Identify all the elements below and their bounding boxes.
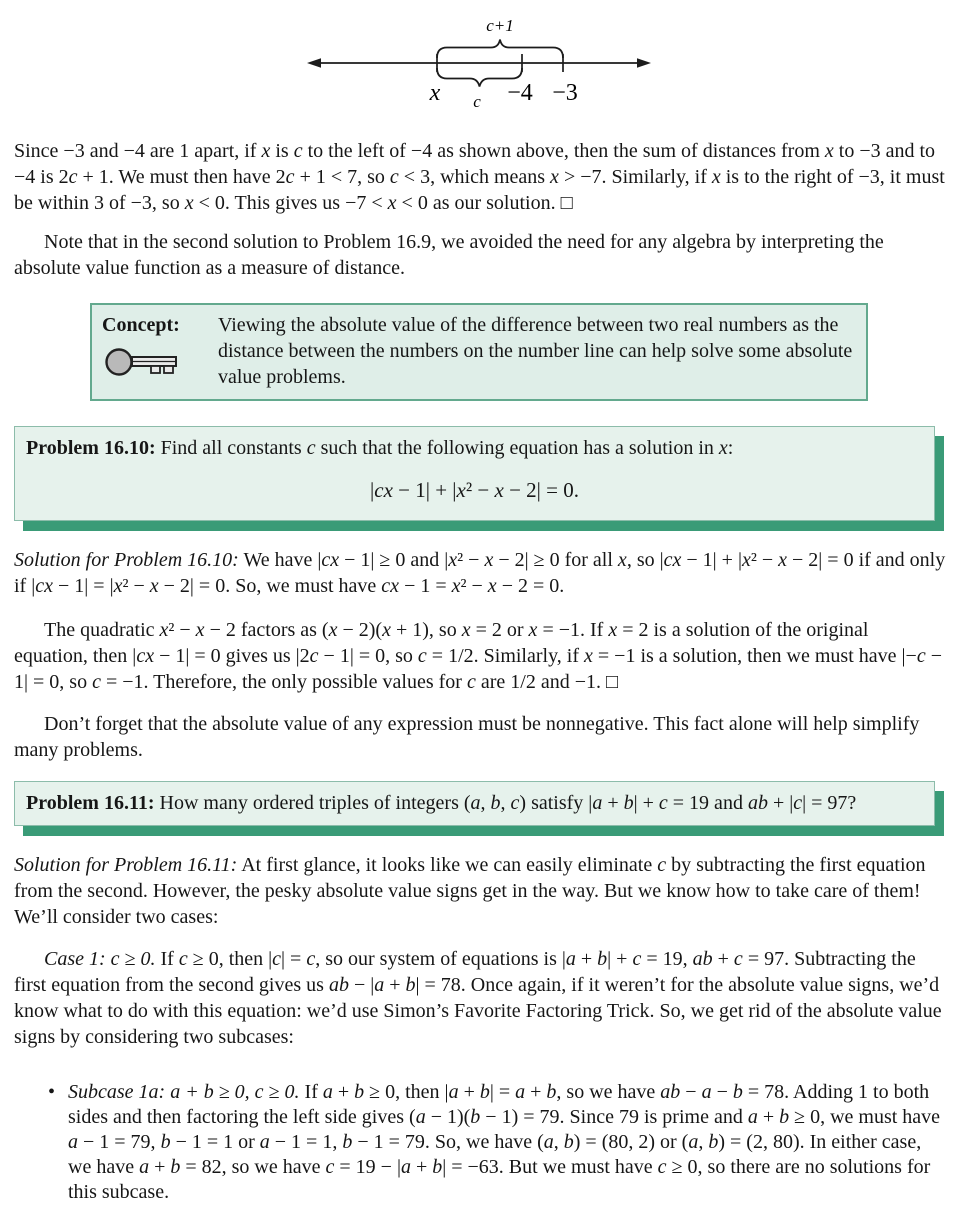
label-c-plus-1: c+1: [486, 16, 514, 35]
paragraph-solution-16-10-1: Solution for Problem 16.10: We have |cx − 1| ≥ 0 and |x² − x − 2| ≥ 0 for all x, so |cx − 1| + |x² − x − 2| = 0 if and only if |cx − 1| = |x² − x − 2| = 0. So, we must have cx − 1 = x² − x − 2 = 0.: [14, 549, 946, 597]
concept-box: [90, 303, 868, 401]
label-minus3: −3: [552, 80, 578, 106]
key-icon: [104, 343, 180, 381]
problem-box-16-10: [14, 426, 935, 521]
problem-16-11-label: Problem 16.11:: [26, 792, 155, 814]
number-line-figure: [14, 6, 946, 112]
paragraph-solution-16-11-1: Solution for Problem 16.11: At first glance, it looks like we can easily eliminate c by subtracting the first equation from the second. However, the pesky absolute value signs get in the way. But we know how to take care of them! We’ll consider two cases:: [14, 854, 926, 928]
concept-text: Viewing the absolute value of the difference between two real numbers as the distance between the numbers on the number line can help solve some absolute value problems.: [218, 314, 853, 388]
label-c: c: [473, 92, 481, 111]
problem-box-16-11: [14, 781, 935, 826]
paragraph-case-1: Case 1: c ≥ 0. If c ≥ 0, then |c| = c, so our system of equations is |a + b| + c = 19, ab + c = 97. Subtracting the first equation from the second gives us ab − |a + b| = 78. Once again, if it weren’t for the absolute value signs, we’d know what to do with this equation: we’d use Simon’s Favorite Factoring Trick. So, we get rid of the absolute value signs by considering two subcases:: [14, 948, 942, 1048]
paragraph-dont-forget: Don’t forget that the absolute value of any expression must be nonnegative. This fact alone will help simplify many problems.: [14, 713, 920, 761]
number-line-diagram: [14, 6, 946, 112]
concept-side: [102, 312, 210, 388]
right-arrow-icon: [637, 58, 651, 68]
left-arrow-icon: [307, 58, 321, 68]
paragraph-solution-16-10-2: The quadratic x² − x − 2 factors as (x − 2)(x + 1), so x = 2 or x = −1. If x = 2 is a solution of the original equation, then |cx − 1| = 0 gives us |2c − 1| = 0, so c = 1/2. Similarly, if x = −1 is a solution, then we must have |−c − 1| = 0, so c = −1. Therefore, the only possible values for c are 1/2 and −1. □: [14, 619, 942, 693]
problem-16-11-statement: Problem 16.11: How many ordered triples of integers (a, b, c) satisfy |a + b| + c = 19 and ab + |c| = 97?: [26, 792, 857, 814]
problem-16-10-statement: Problem 16.10: Find all constants c such that the following equation has a solution in x:: [26, 437, 734, 459]
problem-16-10-equation: |cx − 1| + |x² − x − 2| = 0.: [370, 478, 579, 502]
bullet-icon: •: [48, 1081, 56, 1103]
brace-top: [437, 40, 563, 59]
subcase-1a-text: Subcase 1a: a + b ≥ 0, c ≥ 0. If a + b ≥ 0, then |a + b| = a + b, so we have ab − a − b = 78. Adding 1 to both sides and then factoring the left side gives (a − 1)(b − 1) = 79. Since 79 is prime and a + b ≥ 0, we must have a − 1 = 79, b − 1 = 1 or a − 1 = 1, b − 1 = 79. So, we have (a, b) = (80, 2) or (a, b) = (2, 80). In either case, we have a + b = 82, so we have c = 19 − |a + b| = −63. But we must have c ≥ 0, so there are no solutions for this subcase.: [68, 1081, 941, 1203]
label-x: x: [429, 80, 441, 106]
concept-label: Concept:: [102, 314, 180, 336]
paragraph-solution-16-9: Since −3 and −4 are 1 apart, if x is c to the left of −4 as shown above, then the sum of distances from x to −3 and to −4 is 2c + 1. We must then have 2c + 1 < 7, so c < 3, which means x > −7. Similarly, if x is to the right of −3, it must be within 3 of −3, so x < 0. This gives us −7 < x < 0 as our solution. □: [14, 140, 945, 214]
label-minus4: −4: [507, 80, 533, 106]
subcase-1a-item: [14, 1080, 946, 1205]
problem-16-10-label: Problem 16.10:: [26, 437, 156, 459]
paragraph-note-16-9: Note that in the second solution to Problem 16.9, we avoided the need for any algebra by interpreting the absolute value function as a measure of distance.: [14, 231, 884, 279]
